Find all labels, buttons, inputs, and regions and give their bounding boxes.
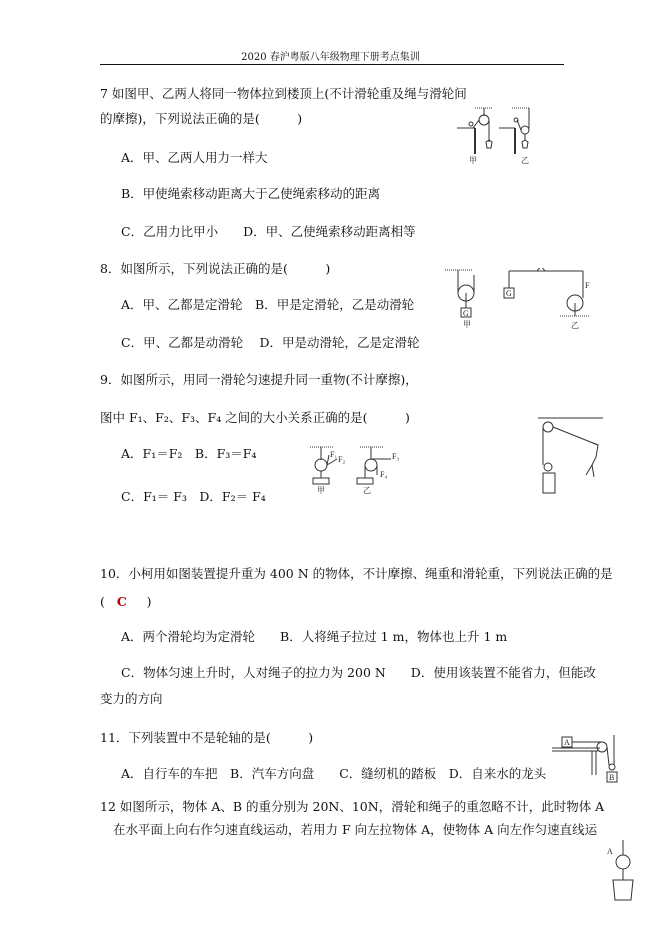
q9-label-f4: F₄ [380, 470, 388, 479]
q11-stem: 11．下列装置中不是轮轴的是( ) [100, 730, 314, 745]
q8-label-g2: G [506, 289, 512, 298]
q8-option-c-d: C．甲、乙都是动滑轮 D．甲是动滑轮，乙是定滑轮 [121, 335, 420, 350]
q8-label-f: F [585, 281, 590, 290]
q7-option-a: A．甲、乙两人用力一样大 [121, 150, 268, 165]
q7-label-jia: 甲 [469, 156, 477, 165]
q7-option-b: B．甲使绳索移动距离大于乙使绳索移动的距离 [121, 186, 381, 201]
q10-paren-close: ) [146, 594, 152, 609]
q7-figure [455, 106, 535, 166]
q9-figure [305, 445, 405, 495]
q12-stem-1: 12 如图所示，物体 A、B 的重分别为 20N、10N，滑轮和绳子的重忽略不计，此时物体 A [100, 799, 605, 814]
q8-figure [445, 268, 595, 333]
q7-stem-2: 的摩擦)，下列说法正确的是( ) [100, 111, 303, 126]
q10-option-c-d: C．物体匀速上升时，人对绳子的拉力为 200 N D．使用该装置不能省力，但能改 [121, 665, 596, 680]
q9-label-yi: 乙 [363, 486, 371, 495]
q8-label-yi: 乙 [571, 321, 579, 330]
q12-label-b: B [609, 773, 615, 782]
q8-option-a-b: A．甲、乙都是定滑轮 B．甲是定滑轮，乙是动滑轮 [121, 297, 415, 312]
q9-label-f1: F₁ [330, 450, 338, 459]
q8-stem: 8．如图所示，下列说法正确的是( ) [100, 261, 331, 276]
page-header: 2020 春沪粤版八年级物理下册考点集训 [241, 52, 420, 63]
q9-stem-2: 图中 F₁、F₂、F₃、F₄ 之间的大小关系正确的是( ) [100, 410, 410, 425]
q9-stem-1: 9．如图所示，用同一滑轮匀速提升同一重物(不计摩擦)， [100, 372, 418, 387]
q9-label-f2: F₂ [338, 455, 346, 464]
q8-label-jia: 甲 [463, 320, 471, 329]
q10-figure [538, 415, 603, 505]
q9-option-a-b: A．F₁＝F₂ B．F₃＝F₄ [121, 446, 257, 461]
q10-option-d-cont: 变力的方向 [100, 691, 163, 706]
q12-stem-2: 在水平面上向右作匀速直线运动，若用力 F 向左拉物体 A，使物体 A 向左作匀速直线运 [113, 822, 598, 837]
q10-option-a-b: A．两个滑轮均为定滑轮 B．人将绳子拉过 1 m，物体也上升 1 m [121, 629, 508, 644]
q10-paren-open: ( [100, 594, 105, 609]
q9-label-jia: 甲 [317, 486, 325, 495]
header-rule [100, 64, 564, 65]
q12-block-figure [552, 735, 622, 785]
q8-label-g1: G [463, 309, 469, 318]
q12-label-a-pulley: A [607, 847, 613, 856]
q10-stem: 10．小柯用如图装置提升重为 400 N 的物体，不计摩擦、绳重和滑轮重，下列说法正确的是 [100, 566, 613, 581]
q7-option-c-d: C．乙用力比甲小 D．甲、乙使绳索移动距离相等 [121, 224, 416, 239]
q12-label-a: A [564, 738, 570, 747]
q10-answer-line [100, 594, 152, 610]
q10-answer: C [116, 594, 127, 609]
q9-label-f3: F₃ [392, 452, 400, 461]
q11-options: A．自行车的车把 B．汽车方向盘 C．缝纫机的踏板 D．自来水的龙头 [121, 766, 547, 781]
q7-stem-1: 7 如图甲、乙两人将同一物体拉到楼顶上(不计滑轮重及绳与滑轮间 [100, 86, 467, 101]
q7-label-yi: 乙 [521, 156, 529, 165]
q12-pulley-figure [605, 840, 650, 910]
q9-option-c-d: C．F₁＝ F₃ D．F₂＝ F₄ [121, 489, 266, 504]
